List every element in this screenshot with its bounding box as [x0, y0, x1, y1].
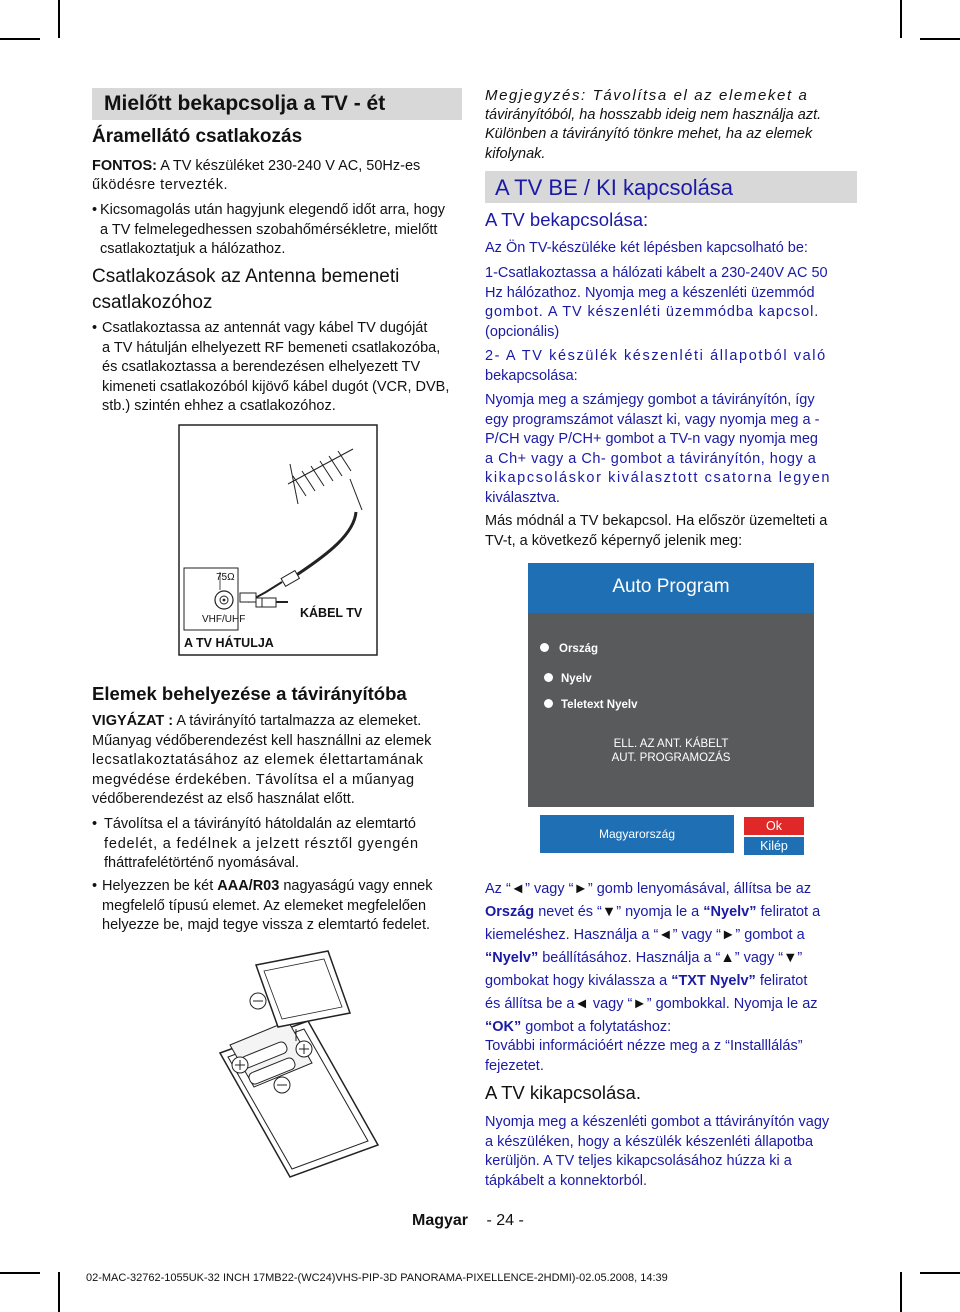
step2-heading: [485, 347, 860, 386]
bullet-insert: [92, 877, 477, 936]
menu-info: [528, 737, 814, 765]
step2-body-line: a Ch+ vagy a Ch- gombot a távirányítón, hogy a: [485, 450, 817, 467]
menu-info-line: ELL. AZ ANT. KÁBELT: [613, 738, 729, 750]
bullet-remove: [92, 815, 472, 874]
menu-title-bar: [528, 563, 814, 613]
step2-line: 2- A TV készülék készenléti állapotból való: [485, 348, 827, 364]
bullet-dot: •: [92, 878, 98, 894]
crop-mark: [900, 0, 902, 38]
down-arrow-icon: ▼: [783, 950, 798, 966]
antenna-line: kimeneti csatlakozóból kijövő kábel dugót (VCR, DVB,: [102, 378, 450, 395]
print-file-info: 02-MAC-32762-1055UK-32 INCH 17MB22-(WC24)VHS-PIP-3D PANORAMA-PIXELLENCE-2HDMI)-02.05.2008, 14:39: [86, 1272, 668, 1284]
instr-line: “Nyelv” beállításához. Használja a “▲” vagy “▼”: [485, 950, 803, 966]
menu-item-label: Ország: [559, 643, 598, 655]
vigyazat-label: VIGYÁZAT :: [92, 713, 174, 729]
other-line: TV-t, a következő képernyő jelenik meg:: [485, 532, 743, 549]
instr-line: kiemeléshez. Használja a “◄” vagy “►” gombot a: [485, 927, 805, 943]
instr-line: “OK” gombot a folytatáshoz:: [485, 1019, 672, 1035]
bullet-line: helyezze be, majd tegye vissza z elemtartó fedelet.: [102, 917, 431, 933]
antenna-line: és csatlakoztassa a berendezésen elhelyezett TV: [102, 359, 421, 375]
left-arrow-icon: ◄: [658, 927, 673, 943]
antenna-line: a TV hátulján elhelyezett RF bemeneti csatlakozóba,: [102, 339, 441, 356]
insert-pre: Helyezzen be két: [102, 878, 218, 894]
vigyazat-text: A távirányító tartalmazza az elemeket.: [176, 713, 422, 729]
menu-instructions: [485, 878, 865, 1039]
step1-paragraph: [485, 264, 860, 342]
antenna-heading: [92, 264, 399, 316]
step2-body-line: kikapcsoláskor kiválasztott csatorna legyen: [485, 470, 832, 486]
antenna-line: Csatlakoztassa az antennát vagy kábel TV dugóját: [102, 320, 428, 336]
other-mode-paragraph: [485, 512, 860, 551]
antenna-line: stb.) szintén ehhez a csatlakozóhoz.: [102, 398, 336, 414]
right-arrow-icon: ►: [720, 927, 736, 943]
bullet-line: Távolítsa el a távirányító hátoldalán az elemtartó: [104, 816, 416, 832]
ohm-label: 75Ω: [216, 572, 235, 583]
left-arrow-icon: ◄: [510, 881, 526, 897]
menu-item-country[interactable]: [540, 639, 800, 657]
radio-dot-icon: [544, 699, 553, 708]
vigyazat-paragraph: [92, 712, 472, 810]
bullet-line: fháttrafelétörténő nyomásával.: [104, 855, 300, 871]
antenna-paragraph: [92, 319, 472, 417]
country-select[interactable]: [540, 815, 734, 853]
note-line: Megjegyzés: Távolítsa el az elemeket a: [485, 87, 809, 104]
crop-mark: [920, 38, 960, 40]
bullet-line: megfelelő típusú elemet. Az elemeket megfelelően: [102, 897, 427, 914]
step1-line: 1-Csatlakoztassa a hálózati kábelt a 230-240V AC 50: [485, 265, 828, 281]
other-line: Más módnál a TV bekapcsol. Ha először üzemelteti a: [485, 513, 828, 529]
step2-body-line: P/CH vagy P/CH+ gombot a TV-n vagy nyomja meg: [485, 431, 818, 447]
step2-body-line: Nyomja meg a számjegy gombot a távirányítón, így: [485, 392, 815, 408]
off-line: a készüléken, hogy a készülék készenléti állapotba: [485, 1133, 814, 1150]
note-line: kifolynak.: [485, 145, 546, 162]
on-intro: Az Ön TV-készüléke két lépésben kapcsolható be:: [485, 240, 808, 256]
onoff-title-text: A TV BE / KI kapcsolása: [495, 175, 734, 200]
exit-label: Kilép: [760, 839, 788, 853]
menu-item-label: Nyelv: [561, 673, 592, 685]
step2-line: bekapcsolása:: [485, 367, 578, 384]
vigyazat-line: megvédése érdekében. Távolítsa el a műanyag: [92, 771, 415, 788]
power-heading: Áramellátó csatlakozás: [92, 126, 303, 147]
exit-button[interactable]: [744, 837, 804, 855]
bullet-dot: •: [92, 202, 98, 218]
polarity-minus-icon: [250, 993, 266, 1009]
radio-dot-icon: [540, 643, 549, 652]
more-line: További információért nézze meg a z “Installlálás”: [485, 1038, 803, 1054]
right-arrow-icon: ►: [632, 996, 647, 1012]
crop-mark: [0, 1272, 40, 1274]
fontos-text: A TV készüléket 230-240 V AC, 50Hz-es: [160, 158, 421, 174]
tv-back-label: A TV HÁTULJA: [184, 636, 274, 650]
crop-mark: [900, 1272, 902, 1312]
ok-button[interactable]: [744, 817, 804, 835]
fontos-line-2: űködésre tervezték.: [92, 177, 229, 193]
bullet-line: [92, 877, 477, 897]
polarity-plus-icon: [232, 1057, 248, 1073]
off-paragraph: [485, 1113, 860, 1191]
note-paragraph: [485, 86, 860, 164]
note-line: Különben a távirányító tönkre mehet, ha az elemek: [485, 126, 813, 142]
note-line: távirányítóból, ha hosszabb ideig nem használja azt.: [485, 106, 822, 123]
menu-title: Auto Program: [612, 576, 730, 597]
more-info-paragraph: [485, 1037, 860, 1076]
crop-mark: [920, 1272, 960, 1274]
page-number: - 24 -: [486, 1212, 524, 1229]
step1-line: gombot. A TV készenléti üzemmódba kapcsol.: [485, 304, 820, 320]
radio-dot-icon: [544, 673, 553, 682]
antenna-heading-line: Csatlakozások az Antenna bemeneti: [92, 266, 400, 287]
bullet-line: a TV felmelegedhessen szobahőmérsékletre, mielőtt: [100, 221, 438, 238]
bullet-line: csatlakoztatjuk a hálózathoz.: [100, 241, 286, 257]
bullet-dot: •: [92, 320, 98, 336]
polarity-minus-icon: [274, 1077, 290, 1093]
bullet-line: fedelét, a fedélnek a jelzett résztől gyengén: [104, 835, 419, 852]
country-value: Magyarország: [598, 827, 676, 841]
battery-type: AAA/R03: [217, 878, 280, 894]
off-line: Nyomja meg a készenléti gombot a ttávirányítón vagy: [485, 1114, 830, 1130]
menu-info-line: AUT. PROGRAMOZÁS: [611, 752, 731, 764]
onoff-title: [485, 171, 857, 203]
vigyazat-line: Műanyag védőberendezést kell használlni az elemek: [92, 732, 432, 749]
remote-battery-illustration: [200, 945, 390, 1180]
menu-bottom-bar: [528, 807, 814, 863]
page-title: [92, 88, 462, 120]
page-footer: [412, 1212, 524, 1230]
auto-program-menu: [528, 563, 814, 863]
antenna-heading-line: csatlakozóhoz: [92, 292, 213, 313]
bullet-line: Kicsomagolás után hagyjunk elegendő időt arra, hogy: [100, 202, 446, 218]
antenna-diagram: [178, 424, 378, 656]
left-arrow-icon: ◄: [574, 996, 589, 1012]
crop-mark: [0, 38, 40, 40]
ok-label: Ok: [766, 819, 782, 833]
step2-body-line: egy programszámot választ ki, vagy nyomja meg a -: [485, 411, 820, 428]
battery-heading: Elemek behelyezése a távirányítóba: [92, 683, 407, 704]
vigyazat-line: védőberendezést az első használat előtt.: [92, 791, 355, 807]
vhf-label: VHF/UHF: [202, 614, 246, 625]
instr-line: gombokat hogy kiválassza a “TXT Nyelv” feliratot: [485, 973, 808, 989]
off-heading: A TV kikapcsolása.: [485, 1082, 641, 1103]
vigyazat-line: lecsatlakoztatásához az elemek élettartamának: [92, 752, 424, 768]
off-line: kerüljön. A TV teljes kikapcsolásához húzza ki a: [485, 1153, 792, 1169]
step1-line: (opcionális): [485, 323, 560, 340]
language-label: Magyar: [412, 1212, 469, 1229]
crop-mark: [58, 0, 60, 38]
fontos-line: [92, 157, 472, 177]
on-heading: A TV bekapcsolása:: [485, 209, 649, 230]
insert-post: nagyaságú vagy ennek: [279, 878, 433, 894]
fontos-label: FONTOS:: [92, 158, 157, 174]
page-title-text: Mielőtt bekapcsolja a TV - ét: [104, 92, 386, 115]
instr-line: és állítsa be a◄ vagy “►” gombokkal. Nyomja le az: [485, 996, 818, 1012]
instr-line: Az “◄” vagy “►” gomb lenyomásával, állítsa be az: [485, 881, 812, 897]
antenna-icon: [288, 449, 362, 510]
menu-item-language[interactable]: [544, 669, 804, 687]
step1-line: Hz hálózathoz. Nyomja meg a készenléti üzemmód: [485, 284, 815, 301]
down-arrow-icon: ▼: [601, 904, 617, 920]
up-arrow-icon: ▲: [720, 950, 735, 966]
bullet-warmup: [92, 201, 472, 260]
menu-item-teletext-language[interactable]: [544, 695, 804, 713]
polarity-plus-icon: [296, 1041, 312, 1057]
right-arrow-icon: ►: [573, 881, 588, 897]
menu-item-label: Teletext Nyelv: [561, 699, 638, 711]
instr-line: Ország nevet és “▼” nyomja le a “Nyelv” feliratot a: [485, 904, 821, 920]
cable-tv-label: KÁBEL TV: [300, 606, 363, 620]
off-line: tápkábelt a konnektorból.: [485, 1172, 648, 1189]
more-line: fejezetet.: [485, 1057, 544, 1074]
step2-body: [485, 391, 860, 508]
bullet-dot: •: [92, 816, 98, 832]
crop-mark: [58, 1272, 60, 1312]
vigyazat-line-1: [92, 712, 472, 732]
step2-body-line: kiválasztva.: [485, 489, 560, 506]
